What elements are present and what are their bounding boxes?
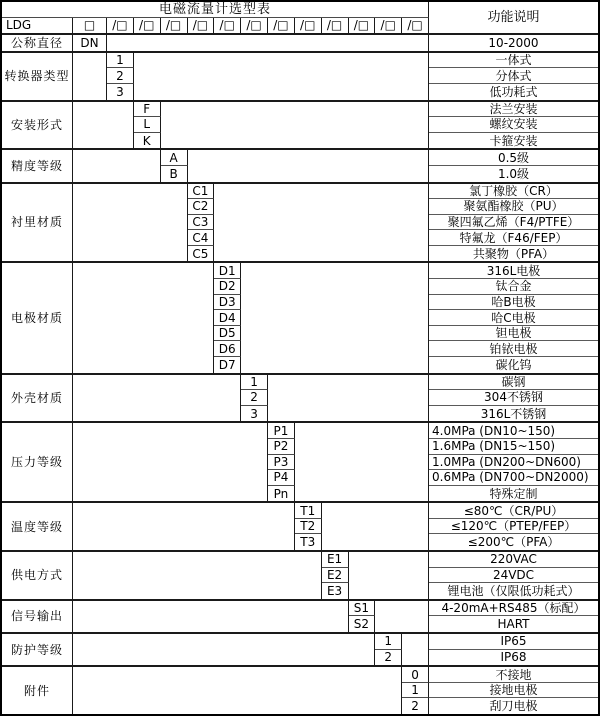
category-group	[2, 501, 598, 550]
option-code: 1	[375, 634, 402, 650]
option-code: E1	[322, 552, 349, 568]
function-description: 10-2000	[488, 35, 539, 50]
function-description: IP65	[429, 634, 598, 650]
function-description: 卡箍安装	[489, 133, 538, 148]
model-code-box: /□	[375, 18, 402, 34]
function-description: 1.0MPa (DN200~DN600)	[429, 455, 598, 471]
spacer-cell	[73, 503, 295, 550]
option-code: 3	[107, 84, 134, 100]
function-description: 4-20mA+RS485（标配）	[429, 601, 598, 617]
function-description: 共聚物（PFA）	[472, 246, 555, 261]
category-label: 公称直径	[2, 35, 73, 51]
model-code-box: /□	[188, 18, 215, 34]
option-code: 2	[241, 390, 268, 406]
model-code-box: /□	[161, 18, 188, 34]
function-description: 钛合金	[429, 279, 598, 295]
spacer-cell	[73, 634, 375, 665]
model-first-box: □	[73, 18, 107, 34]
category-group	[2, 33, 598, 51]
function-description: 1.6MPa (DN15~150)	[429, 439, 598, 455]
spacer-cell	[73, 375, 241, 422]
option-code: DN	[73, 35, 107, 51]
function-description: ≤200℃（PFA）	[467, 535, 560, 550]
option-code: D2	[214, 279, 241, 295]
category-group	[2, 421, 598, 501]
option-code: 2	[375, 650, 402, 666]
option-code: S1	[349, 601, 376, 617]
model-code-box: /□	[295, 18, 322, 34]
function-description: 0.6MPa (DN700~DN2000)	[429, 470, 598, 486]
function-description: 碳化钨	[495, 357, 532, 372]
option-code: 0	[402, 667, 429, 683]
option-code: P1	[268, 423, 295, 439]
model-code-box: /□	[107, 18, 134, 34]
spacer-cell	[73, 53, 107, 100]
option-code: D5	[214, 326, 241, 342]
function-column-header: 功能说明	[487, 10, 540, 26]
category-label: 衬里材质	[2, 184, 73, 262]
spacer-cell	[161, 102, 429, 149]
function-description: 316L不锈钢	[480, 406, 547, 421]
category-group	[2, 100, 598, 149]
option-code: P3	[268, 455, 295, 471]
spacer-cell	[73, 184, 188, 262]
function-description: 氯丁橡胶（CR）	[429, 184, 598, 200]
option-code: T2	[295, 519, 322, 535]
table-header-group	[2, 2, 598, 33]
option-code: 1	[402, 683, 429, 699]
spacer-cell	[73, 423, 268, 501]
function-description: 特殊定制	[489, 486, 538, 501]
option-code: 1	[241, 375, 268, 391]
model-code-box: /□	[134, 18, 161, 34]
function-description: ≤120℃（PTEP/FEP）	[429, 519, 598, 535]
category-label: 转换器类型	[2, 53, 73, 100]
function-description: 低功耗式	[489, 84, 538, 99]
model-code-box: /□	[241, 18, 268, 34]
model-code-box: /□	[214, 18, 241, 34]
function-description: 哈B电极	[429, 295, 598, 311]
model-prefix: LDG	[2, 18, 73, 34]
category-group	[2, 182, 598, 262]
option-code: K	[134, 133, 161, 149]
function-description: 特氟龙（F46/FEP）	[429, 230, 598, 246]
function-description: 0.5级	[429, 150, 598, 166]
function-description: 一体式	[429, 53, 598, 69]
category-group	[2, 51, 598, 100]
category-group	[2, 665, 598, 714]
spacer-cell	[73, 601, 349, 632]
option-code: E2	[322, 568, 349, 584]
category-label: 精度等级	[2, 150, 73, 181]
function-description: 分体式	[429, 68, 598, 84]
function-description: IP68	[500, 650, 527, 665]
category-label: 信号输出	[2, 601, 73, 632]
function-description: HART	[497, 617, 530, 632]
option-code: B	[161, 166, 188, 182]
option-code: S2	[349, 616, 376, 632]
function-description: 哈C电极	[429, 310, 598, 326]
category-group	[2, 373, 598, 422]
function-description: 刮刀电极	[489, 699, 538, 714]
spacer-cell	[322, 503, 429, 550]
option-code: C5	[188, 246, 215, 262]
option-code: D7	[214, 357, 241, 373]
function-description: 1.0级	[497, 166, 530, 181]
category-label: 温度等级	[2, 503, 73, 550]
spacer-cell	[73, 150, 161, 181]
spacer-cell	[241, 263, 429, 372]
category-group	[2, 599, 598, 632]
option-code: D4	[214, 310, 241, 326]
spacer-cell	[295, 423, 429, 501]
model-code-box: /□	[322, 18, 349, 34]
category-label: 供电方式	[2, 552, 73, 599]
category-label: 外壳材质	[2, 375, 73, 422]
function-description: 螺纹安装	[429, 117, 598, 133]
table-title: 电磁流量计选型表	[2, 2, 429, 18]
option-code: T3	[295, 534, 322, 550]
function-description: 聚氨酯橡胶（PU）	[429, 199, 598, 215]
option-code: 2	[107, 68, 134, 84]
model-code-box: /□	[402, 18, 429, 34]
model-code-box: /□	[349, 18, 376, 34]
function-description: 316L电极	[429, 263, 598, 279]
spacer-cell	[107, 35, 429, 51]
option-code: 2	[402, 698, 429, 714]
option-code: 3	[241, 406, 268, 422]
spacer-cell	[349, 552, 430, 599]
option-code: D6	[214, 341, 241, 357]
option-code: T1	[295, 503, 322, 519]
spacer-cell	[375, 601, 429, 632]
option-code: C3	[188, 215, 215, 231]
function-description: 钽电极	[429, 326, 598, 342]
function-description: 304不锈钢	[429, 390, 598, 406]
category-label: 安装形式	[2, 102, 73, 149]
spacer-cell	[73, 667, 402, 714]
option-code: P4	[268, 470, 295, 486]
option-code: C2	[188, 199, 215, 215]
spacer-cell	[268, 375, 429, 422]
function-description: 不接地	[429, 667, 598, 683]
function-description: 法兰安装	[429, 102, 598, 118]
function-description: 铂铱电极	[429, 341, 598, 357]
option-code: A	[161, 150, 188, 166]
option-code: D1	[214, 263, 241, 279]
spacer-cell	[214, 184, 429, 262]
spacer-cell	[73, 263, 214, 372]
option-code: P2	[268, 439, 295, 455]
function-description: 碳钢	[429, 375, 598, 391]
function-description: 接地电极	[429, 683, 598, 699]
model-code-box: /□	[268, 18, 295, 34]
option-code: F	[134, 102, 161, 118]
option-code: D3	[214, 295, 241, 311]
category-group	[2, 148, 598, 181]
category-label: 附件	[2, 667, 73, 714]
category-group	[2, 550, 598, 599]
spacer-cell	[134, 53, 429, 100]
category-group	[2, 632, 598, 665]
option-code: Pn	[268, 486, 295, 502]
function-description: 聚四氟乙烯（F4/PTFE）	[429, 215, 598, 231]
function-description: ≤80℃（CR/PU）	[429, 503, 598, 519]
function-description: 220VAC	[429, 552, 598, 568]
category-label: 压力等级	[2, 423, 73, 501]
spacer-cell	[188, 150, 430, 181]
spacer-cell	[73, 102, 134, 149]
function-description: 24VDC	[429, 568, 598, 584]
option-code: C4	[188, 230, 215, 246]
category-group	[2, 261, 598, 372]
option-code: 1	[107, 53, 134, 69]
function-description: 锂电池（仅限低功耗式）	[447, 584, 580, 599]
spacer-cell	[73, 552, 322, 599]
option-code: C1	[188, 184, 215, 200]
option-code: L	[134, 117, 161, 133]
option-code: E3	[322, 583, 349, 599]
category-label: 电极材质	[2, 263, 73, 372]
spacer-cell	[402, 634, 429, 665]
function-description: 4.0MPa (DN10~150)	[429, 423, 598, 439]
category-label: 防护等级	[2, 634, 73, 665]
